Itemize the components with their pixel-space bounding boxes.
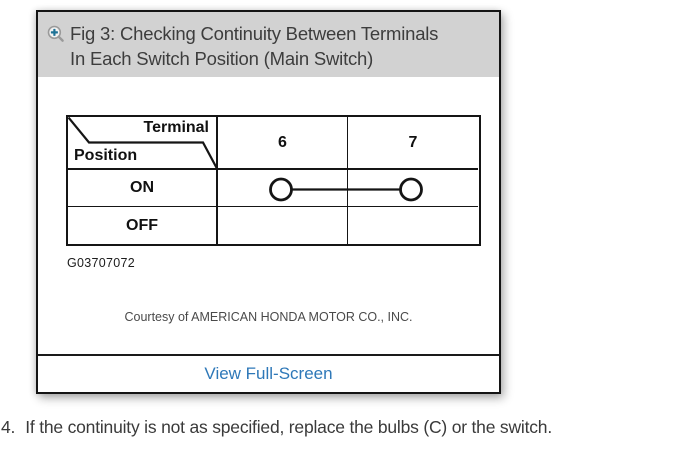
figure-panel <box>36 10 501 394</box>
cell-off-7 <box>348 207 478 244</box>
instruction-number: 4. <box>1 417 16 437</box>
courtesy-line: Courtesy of AMERICAN HONDA MOTOR CO., INC. <box>124 310 413 324</box>
row-label-off: OFF <box>68 207 218 244</box>
figure-body <box>38 77 499 392</box>
figure-title-line1: Fig 3: Checking Continuity Between Terminals <box>70 23 439 44</box>
table-corner-cell <box>68 117 218 170</box>
view-full-screen-label: View Full-Screen <box>204 364 333 383</box>
instruction-step <box>1 417 681 438</box>
column-header-terminal-6: 6 <box>218 117 348 170</box>
row-label-on: ON <box>68 170 218 207</box>
view-full-screen-button[interactable] <box>38 354 499 392</box>
instruction-text: If the continuity is not as specified, replace the bulbs (C) or the switch. <box>25 417 552 437</box>
cell-off-6 <box>218 207 348 244</box>
corner-label-position: Position <box>74 147 138 164</box>
figure-title <box>70 21 438 71</box>
zoom-in-icon[interactable] <box>47 25 65 43</box>
cell-on-7 <box>348 170 478 207</box>
corner-label-terminal: Terminal <box>143 119 209 136</box>
column-header-terminal-7: 7 <box>348 117 478 170</box>
figure-header <box>38 12 499 77</box>
cell-on-6 <box>218 170 348 207</box>
continuity-table <box>66 115 481 246</box>
figure-title-line2: In Each Switch Position (Main Switch) <box>70 48 374 69</box>
figure-id: G03707072 <box>67 256 136 270</box>
